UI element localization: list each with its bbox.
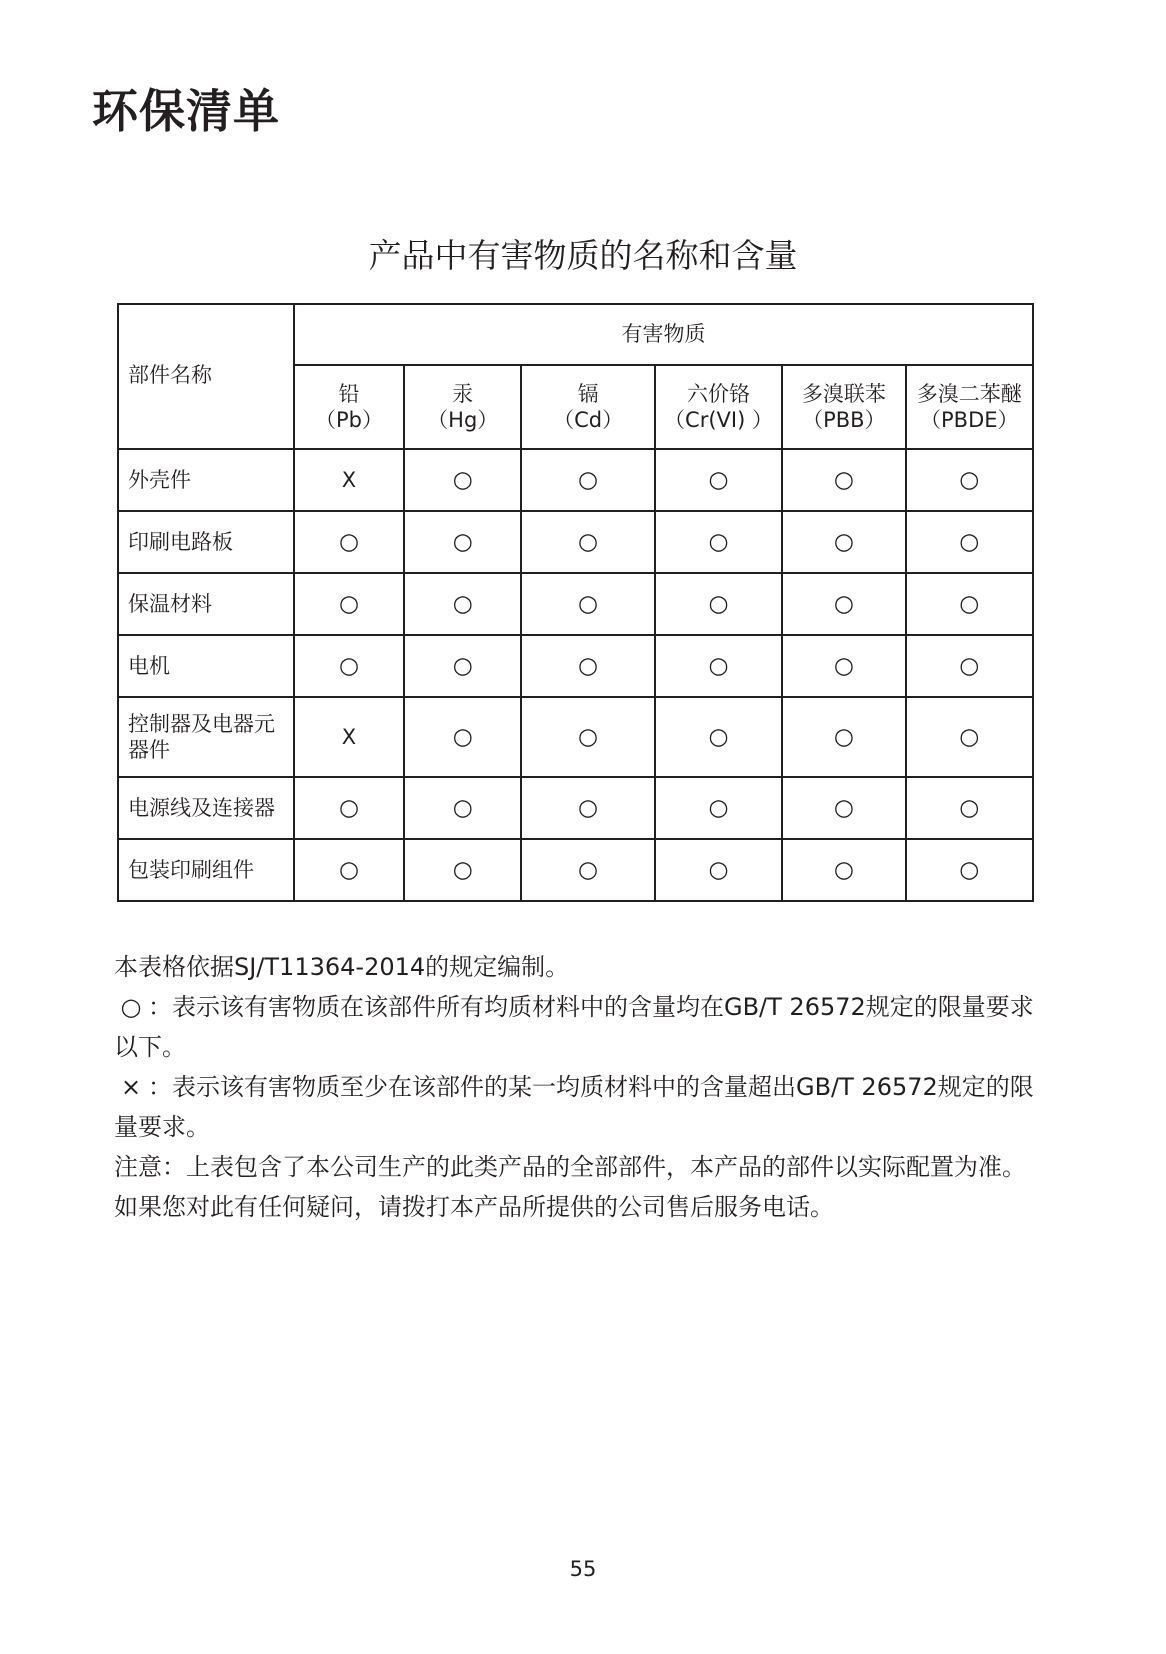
substance-header: [655, 365, 782, 449]
part-name-cell: 控制器及电器元器件: [118, 697, 294, 777]
cross-mark-icon: X: [341, 467, 357, 492]
circle-mark-icon: ○: [338, 652, 360, 679]
substance-symbol: （Cd）: [553, 408, 624, 432]
circle-mark-icon: ○: [452, 590, 473, 617]
table-body: [118, 449, 1033, 901]
page-heading: 环保清单: [92, 84, 280, 138]
substance-value-cell: [404, 449, 521, 511]
circle-mark-icon: ○: [452, 856, 473, 883]
note-attention: 注意：上表包含了本公司生产的此类产品的全部部件，本产品的部件以实际配置为准。: [114, 1153, 1026, 1181]
circle-mark-icon: ○: [708, 856, 729, 883]
substance-value-cell: [655, 573, 782, 635]
substance-value-cell: [521, 777, 654, 839]
substance-value-cell: [404, 839, 521, 901]
substance-value-cell: [782, 697, 905, 777]
substance-value-cell: [906, 511, 1033, 573]
substance-value-cell: [782, 777, 905, 839]
circle-mark-icon: ○: [959, 794, 980, 821]
substance-name: 多溴二苯醚: [916, 381, 1022, 406]
substance-value-cell: [521, 839, 654, 901]
part-name-cell: 包装印刷组件: [118, 839, 294, 901]
substance-value-cell: [294, 449, 404, 511]
substance-value-cell: [782, 839, 905, 901]
circle-mark-icon: ○: [578, 590, 599, 617]
part-name-cell: 外壳件: [118, 449, 294, 511]
substance-value-cell: [655, 449, 782, 511]
page-number: 55: [569, 1557, 597, 1581]
substance-value-cell: [521, 573, 654, 635]
substance-value-cell: [782, 635, 905, 697]
circle-mark-icon: ○: [452, 794, 473, 821]
table-row: [118, 573, 1033, 635]
circle-mark-icon: ○: [338, 528, 360, 555]
substance-name: 镉: [577, 381, 599, 406]
circle-mark-icon: ○: [708, 652, 729, 679]
substance-value-cell: [294, 777, 404, 839]
substance-name: 多溴联苯: [801, 381, 886, 406]
circle-mark-icon: ○: [833, 528, 854, 555]
substance-value-cell: [906, 635, 1033, 697]
note-circle: [114, 987, 1054, 1067]
circle-mark-icon: ○: [708, 723, 729, 750]
circle-mark-icon: ○: [452, 652, 473, 679]
circle-mark-icon: ○: [833, 794, 854, 821]
circle-mark-icon: ○: [452, 466, 473, 493]
substance-symbol: （Cr(VI) ）: [664, 408, 773, 432]
table-row: [118, 635, 1033, 697]
substance-header: [521, 365, 654, 449]
part-name-cell: 印刷电路板: [118, 511, 294, 573]
circle-mark-icon: ○: [833, 590, 854, 617]
part-name-cell: 电源线及连接器: [118, 777, 294, 839]
substance-value-cell: [294, 573, 404, 635]
cross-mark-icon: ×: [120, 1073, 142, 1101]
table-row: [118, 449, 1033, 511]
circle-mark-icon: ○: [578, 466, 599, 493]
substance-value-cell: [655, 635, 782, 697]
substance-value-cell: [521, 635, 654, 697]
substance-value-cell: [782, 449, 905, 511]
circle-mark-icon: ○: [959, 723, 980, 750]
substance-header: [404, 365, 521, 449]
substance-value-cell: [404, 573, 521, 635]
substance-value-cell: [404, 635, 521, 697]
table-row: [118, 777, 1033, 839]
substance-name: 铅: [338, 381, 360, 406]
circle-mark-icon: ○: [452, 528, 473, 555]
circle-mark-icon: ○: [708, 466, 729, 493]
substance-value-cell: [906, 449, 1033, 511]
substance-value-cell: [655, 839, 782, 901]
substance-value-cell: [404, 511, 521, 573]
substance-value-cell: [906, 777, 1033, 839]
substance-value-cell: [782, 573, 905, 635]
substance-value-cell: [521, 511, 654, 573]
circle-mark-icon: ○: [120, 993, 142, 1021]
circle-mark-icon: ○: [452, 723, 473, 750]
substances-header: 有害物质: [294, 304, 1033, 365]
circle-mark-icon: ○: [959, 466, 980, 493]
circle-mark-icon: ○: [708, 590, 729, 617]
notes-section: [114, 947, 1054, 1227]
part-name-cell: 保温材料: [118, 573, 294, 635]
substance-value-cell: [906, 839, 1033, 901]
circle-mark-icon: ○: [959, 856, 980, 883]
substance-symbol: （PBB）: [802, 408, 886, 432]
circle-mark-icon: ○: [959, 528, 980, 555]
substance-value-cell: [294, 511, 404, 573]
note-basis: 本表格依据SJ/T11364-2014的规定编制。: [114, 953, 570, 981]
circle-mark-icon: ○: [833, 652, 854, 679]
circle-mark-icon: ○: [578, 856, 599, 883]
cross-mark-icon: X: [341, 724, 357, 749]
substance-value-cell: [404, 777, 521, 839]
table-row: [118, 839, 1033, 901]
substance-value-cell: [521, 697, 654, 777]
substance-name: 六价铬: [687, 381, 750, 406]
circle-mark-icon: ○: [578, 723, 599, 750]
circle-mark-icon: ○: [578, 652, 599, 679]
circle-mark-icon: ○: [833, 466, 854, 493]
substance-symbol: （PBDE）: [920, 408, 1019, 432]
hazardous-substances-table: [117, 303, 1034, 902]
substance-value-cell: [294, 697, 404, 777]
substance-symbol: （Pb）: [315, 408, 383, 432]
substance-value-cell: [655, 697, 782, 777]
table-row: [118, 697, 1033, 777]
substance-value-cell: [294, 839, 404, 901]
part-name-cell: 电机: [118, 635, 294, 697]
circle-mark-icon: ○: [338, 856, 360, 883]
circle-mark-icon: ○: [578, 794, 599, 821]
substance-header: [906, 365, 1033, 449]
table-title: 产品中有害物质的名称和含量: [368, 236, 798, 275]
circle-mark-icon: ○: [578, 528, 599, 555]
circle-mark-icon: ○: [708, 528, 729, 555]
substance-value-cell: [782, 511, 905, 573]
substance-value-cell: [655, 777, 782, 839]
circle-mark-icon: ○: [708, 794, 729, 821]
substance-symbol: （Hg）: [427, 408, 499, 432]
substance-value-cell: [521, 449, 654, 511]
substance-value-cell: [404, 697, 521, 777]
circle-mark-icon: ○: [338, 590, 360, 617]
substance-value-cell: [906, 697, 1033, 777]
circle-mark-icon: ○: [833, 856, 854, 883]
substance-value-cell: [655, 511, 782, 573]
substance-value-cell: [294, 635, 404, 697]
circle-mark-icon: ○: [959, 652, 980, 679]
note-contact: 如果您对此有任何疑问，请拨打本产品所提供的公司售后服务电话。: [114, 1193, 834, 1221]
substance-header: [782, 365, 905, 449]
part-column-header: 部件名称: [118, 304, 294, 449]
note-cross: [114, 1067, 1054, 1147]
substance-header: [294, 365, 404, 449]
substance-name: 汞: [452, 381, 474, 406]
substance-value-cell: [906, 573, 1033, 635]
circle-mark-icon: ○: [959, 590, 980, 617]
circle-mark-icon: ○: [833, 723, 854, 750]
table-row: [118, 511, 1033, 573]
note-cross-text: ：表示该有害物质至少在该部件的某一均质材料中的含量超出GB/T 26572规定的限量要求。: [114, 1073, 1034, 1141]
note-circle-text: ：表示该有害物质在该部件所有均质材料中的含量均在GB/T 26572规定的限量要求以下。: [114, 993, 1034, 1061]
circle-mark-icon: ○: [338, 794, 360, 821]
